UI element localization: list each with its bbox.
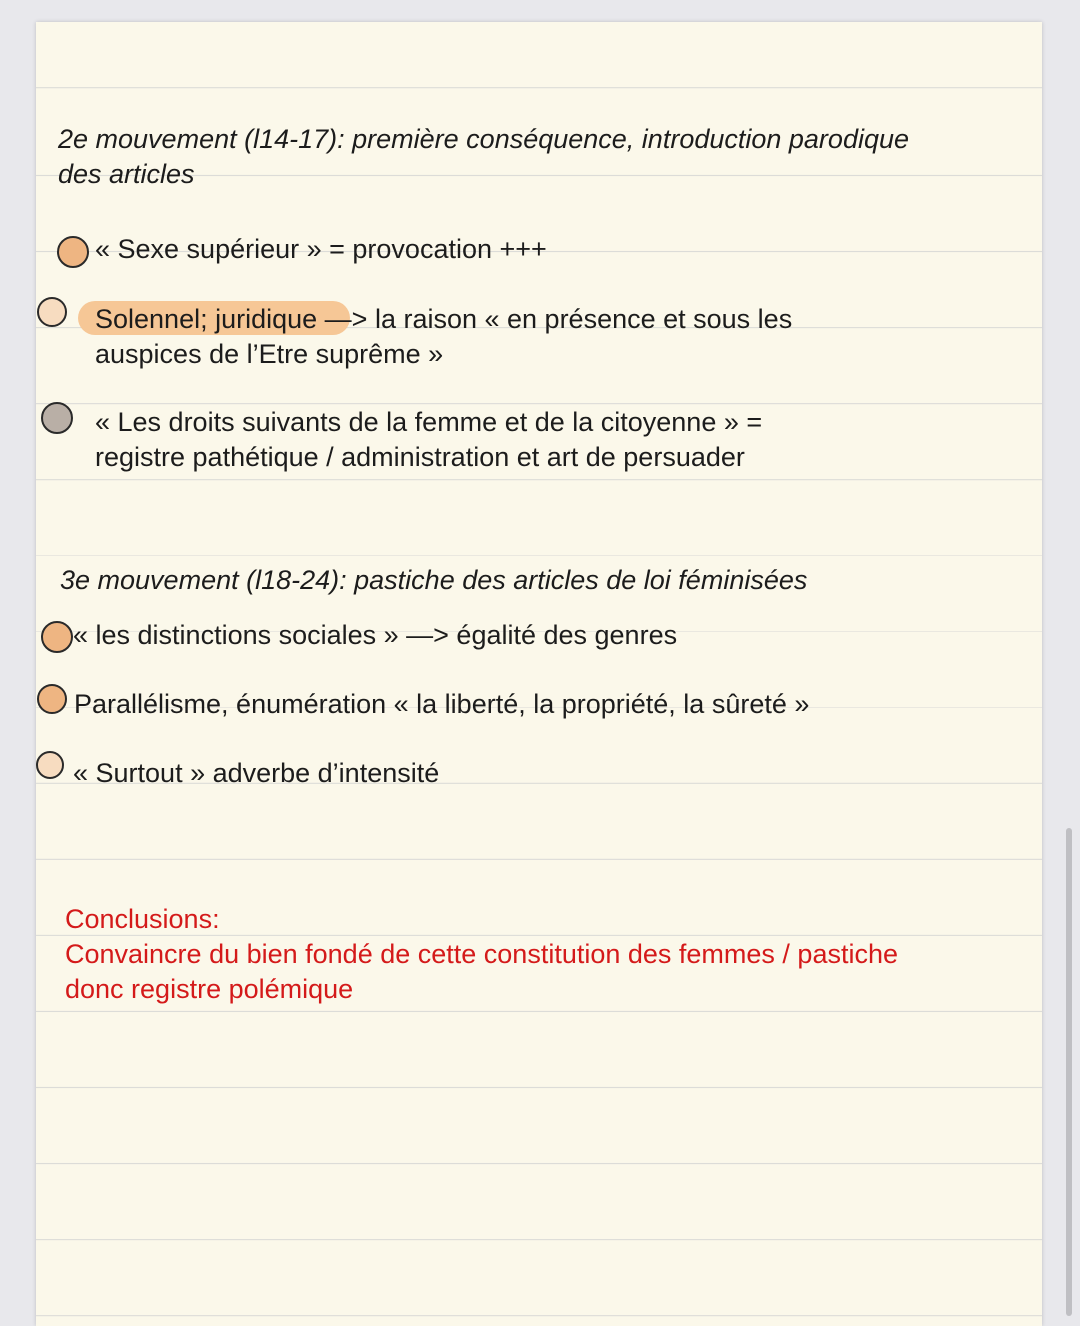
bullet-circle-icon xyxy=(37,297,67,327)
list-item-parallelisme: Parallélisme, énumération « la liberté, la propriété, la sûreté » xyxy=(74,689,810,719)
scrollbar[interactable] xyxy=(1066,828,1072,1316)
bullet-circle-icon xyxy=(41,621,73,653)
conclusion-line-1: Convaincre du bien fondé de cette constitution des femmes / pastiche xyxy=(65,939,898,969)
section-3-heading: 3e mouvement (l18-24): pastiche des articles de loi féminisées xyxy=(60,565,808,595)
bullet-circle-icon xyxy=(36,751,64,779)
conclusion-line-2: donc registre polémique xyxy=(65,974,354,1004)
section-2-heading-line-2: des articles xyxy=(58,159,195,189)
bullet-circle-icon xyxy=(41,402,73,434)
section-2-heading-line-1: 2e mouvement (l14-17): première conséquence, introduction parodique xyxy=(58,124,910,154)
list-item-sexe-superieur: « Sexe supérieur » = provocation +++ xyxy=(95,234,547,264)
conclusion-title: Conclusions: xyxy=(65,904,220,934)
highlighted-text: Solennel; juridique xyxy=(95,304,318,334)
list-item-droits-suivants-line-2: registre pathétique / administration et art de persuader xyxy=(95,442,745,472)
list-item-surtout: « Surtout » adverbe d’intensité xyxy=(73,758,440,788)
bullet-circle-icon xyxy=(57,236,89,268)
list-item-solennel-line-2: auspices de l’Etre suprême » xyxy=(95,339,444,369)
note-page xyxy=(36,22,1042,1326)
item-text-rest: —> la raison « en présence et sous les xyxy=(317,304,793,334)
bullet-circle-icon xyxy=(37,684,67,714)
list-item-solennel xyxy=(95,302,792,337)
list-item-distinctions: « les distinctions sociales » —> égalité des genres xyxy=(73,620,678,650)
list-item-droits-suivants: « Les droits suivants de la femme et de la citoyenne » = xyxy=(95,407,763,437)
